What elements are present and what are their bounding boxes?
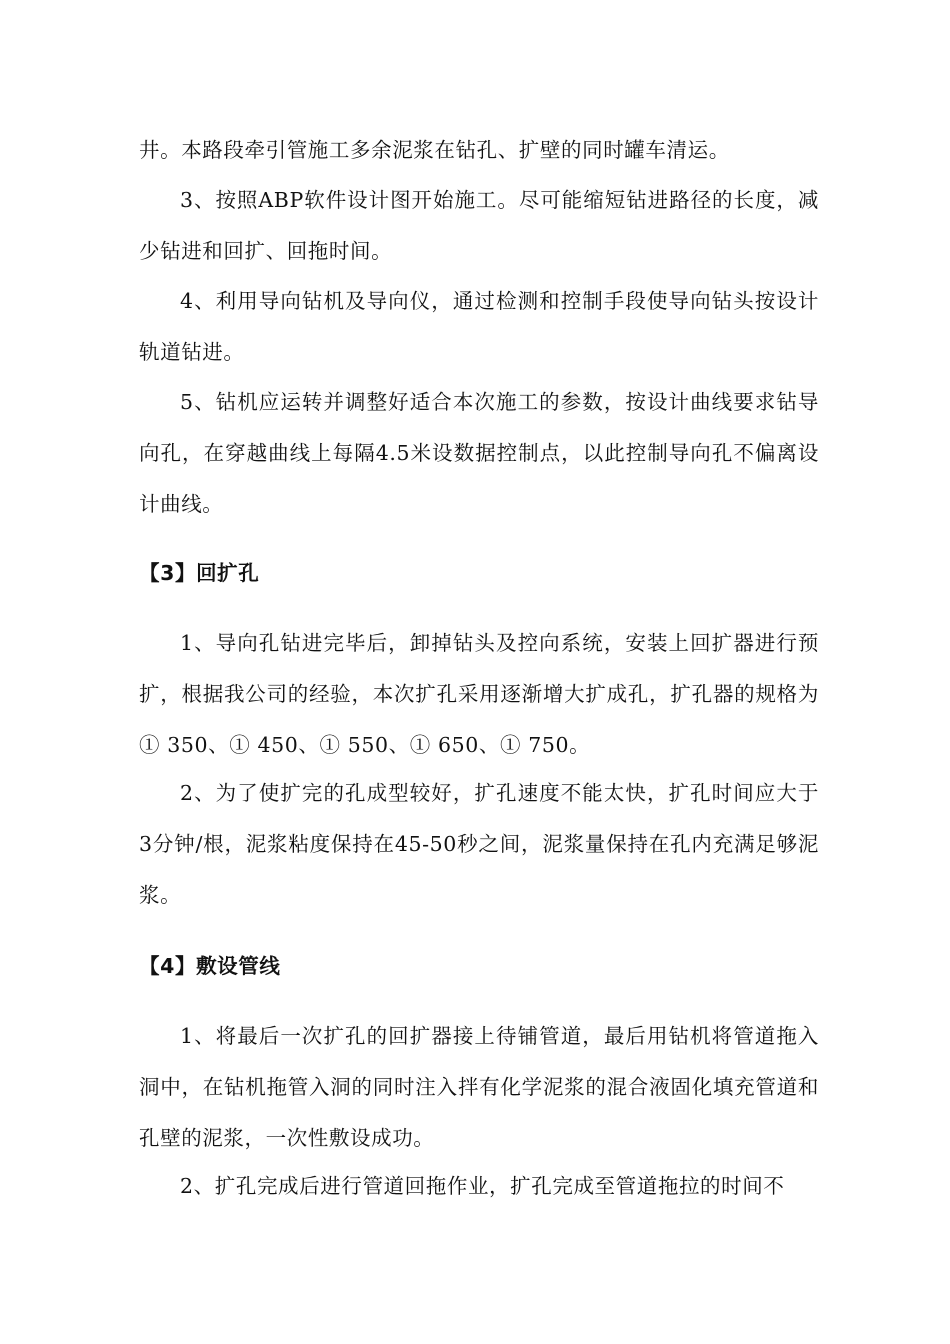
- paragraph-lay-step-2: 2、扩孔完成后进行管道回拖作业，扩孔完成至管道拖拉的时间不: [180, 1174, 785, 1198]
- paragraph-ream-step-2: 2、为了使扩完的孔成型较好，扩孔速度不能太快，扩孔时间应大于3分钟/根，泥浆粘度保持在45-50秒之间，泥浆量保持在孔内充满足够泥浆。: [139, 781, 819, 907]
- paragraph-step-4: 4、利用导向钻机及导向仪，通过检测和控制手段使导向钻头按设计轨道钻进。: [139, 289, 819, 364]
- paragraph-continuation: 井。本路段牵引管施工多余泥浆在钻孔、扩壁的同时罐车清运。: [139, 138, 730, 162]
- section-heading-lay-pipeline: 【4】敷设管线: [139, 954, 281, 978]
- paragraph-ream-step-1: 1、导向孔钻进完毕后，卸掉钻头及控向系统，安装上回扩器进行预扩，根据我公司的经验，本次扩孔采用逐渐增大扩成孔，扩孔器的规格为① 350、① 450、① 550、① 650、① 750。: [139, 631, 819, 757]
- section-heading-ream-hole: 【3】回扩孔: [139, 561, 260, 585]
- paragraph-lay-step-1: 1、将最后一次扩孔的回扩器接上待铺管道，最后用钻机将管道拖入洞中，在钻机拖管入洞的同时注入拌有化学泥浆的混合液固化填充管道和孔壁的泥浆，一次性敷设成功。: [139, 1024, 819, 1150]
- paragraph-step-5: 5、钻机应运转并调整好适合本次施工的参数，按设计曲线要求钻导向孔，在穿越曲线上每隔4.5米设数据控制点，以此控制导向孔不偏离设计曲线。: [139, 390, 819, 516]
- paragraph-step-3: 3、按照ABP软件设计图开始施工。尽可能缩短钻进路径的长度，减少钻进和回扩、回拖时间。: [139, 188, 819, 263]
